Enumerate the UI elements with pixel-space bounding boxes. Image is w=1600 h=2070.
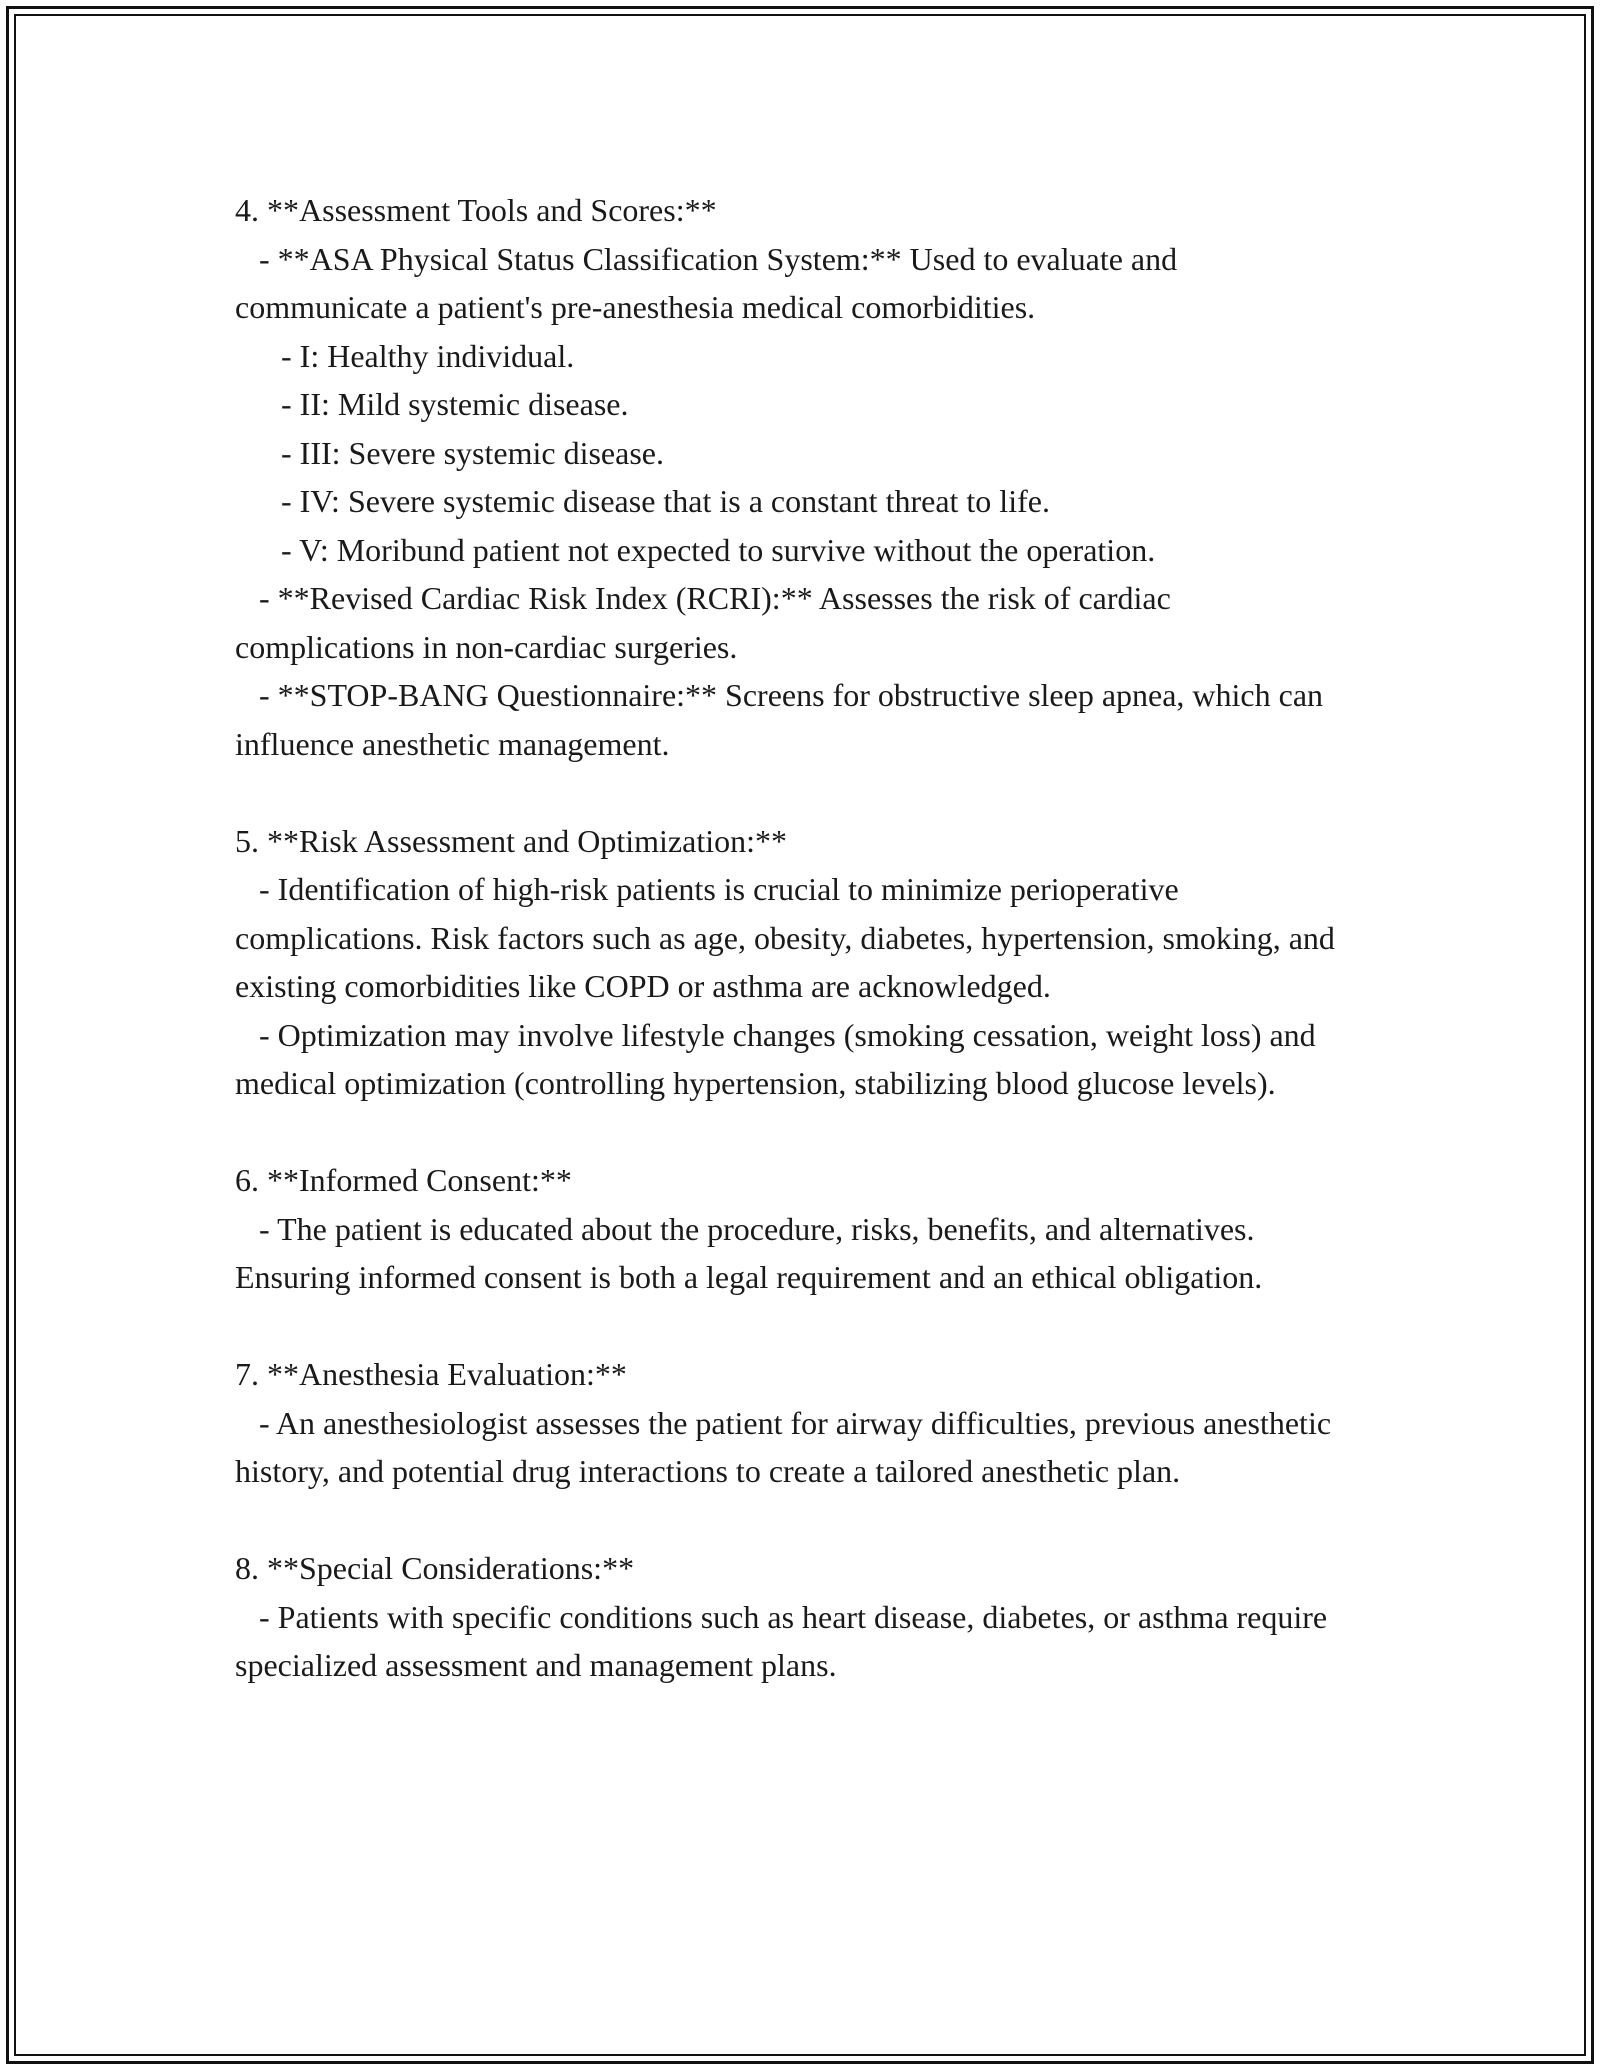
bullet-anesthesiologist: - An anesthesiologist assesses the patient for airway difficulties, previous anesthetic history, and potential drug interactions to create a tailored anesthetic plan.: [235, 1404, 1340, 1489]
bullet-specific-conditions: - Patients with specific conditions such as heart disease, diabetes, or asthma require specialized assessment and management plans.: [235, 1598, 1336, 1683]
asa-class-1: - I: Healthy individual.: [281, 337, 575, 374]
asa-class-5: - V: Moribund patient not expected to survive without the operation.: [281, 531, 1156, 568]
section-heading: 4. **Assessment Tools and Scores:**: [235, 192, 717, 228]
section-risk-assessment: [235, 817, 1345, 1108]
section-special-considerations: [235, 1544, 1345, 1690]
bullet-stop-bang: - **STOP-BANG Questionnaire:** Screens for obstructive sleep apnea, which can influence anesthetic management.: [235, 677, 1332, 762]
section-anesthesia-evaluation: [235, 1350, 1345, 1496]
bullet-consent: - The patient is educated about the procedure, risks, benefits, and alternatives. Ensuring informed consent is both a legal requirement and an ethical obligation.: [235, 1210, 1263, 1295]
asa-class-2: - II: Mild systemic disease.: [281, 386, 629, 422]
bullet-rcri: - **Revised Cardiac Risk Index (RCRI):** Assesses the risk of cardiac complications in non-cardiac surgeries.: [235, 580, 1179, 665]
section-heading: 6. **Informed Consent:**: [235, 1162, 572, 1198]
section-heading: 5. **Risk Assessment and Optimization:**: [235, 822, 787, 859]
section-heading: 7. **Anesthesia Evaluation:**: [235, 1356, 627, 1392]
section-heading: 8. **Special Considerations:**: [235, 1550, 635, 1586]
bullet-high-risk: - Identification of high-risk patients is crucial to minimize perioperative complications. Risk factors such as age, obesity, diabetes, hypertension, smoking, and existing comorbidities like COPD or asthma are acknowledged.: [235, 871, 1343, 1004]
document-body: [235, 186, 1345, 1690]
bullet-optimization: - Optimization may involve lifestyle changes (smoking cessation, weight loss) and medical optimization (controlling hypertension, stabilizing blood glucose levels).: [235, 1016, 1324, 1101]
asa-class-4: - IV: Severe systemic disease that is a constant threat to life.: [281, 483, 1050, 519]
asa-class-3: - III: Severe systemic disease.: [281, 434, 664, 471]
section-assessment-tools: [235, 186, 1345, 768]
bullet-asa: - **ASA Physical Status Classification System:** Used to evaluate and communicate a patient's pre-anesthesia medical comorbidities.: [235, 240, 1186, 325]
section-informed-consent: [235, 1156, 1345, 1302]
